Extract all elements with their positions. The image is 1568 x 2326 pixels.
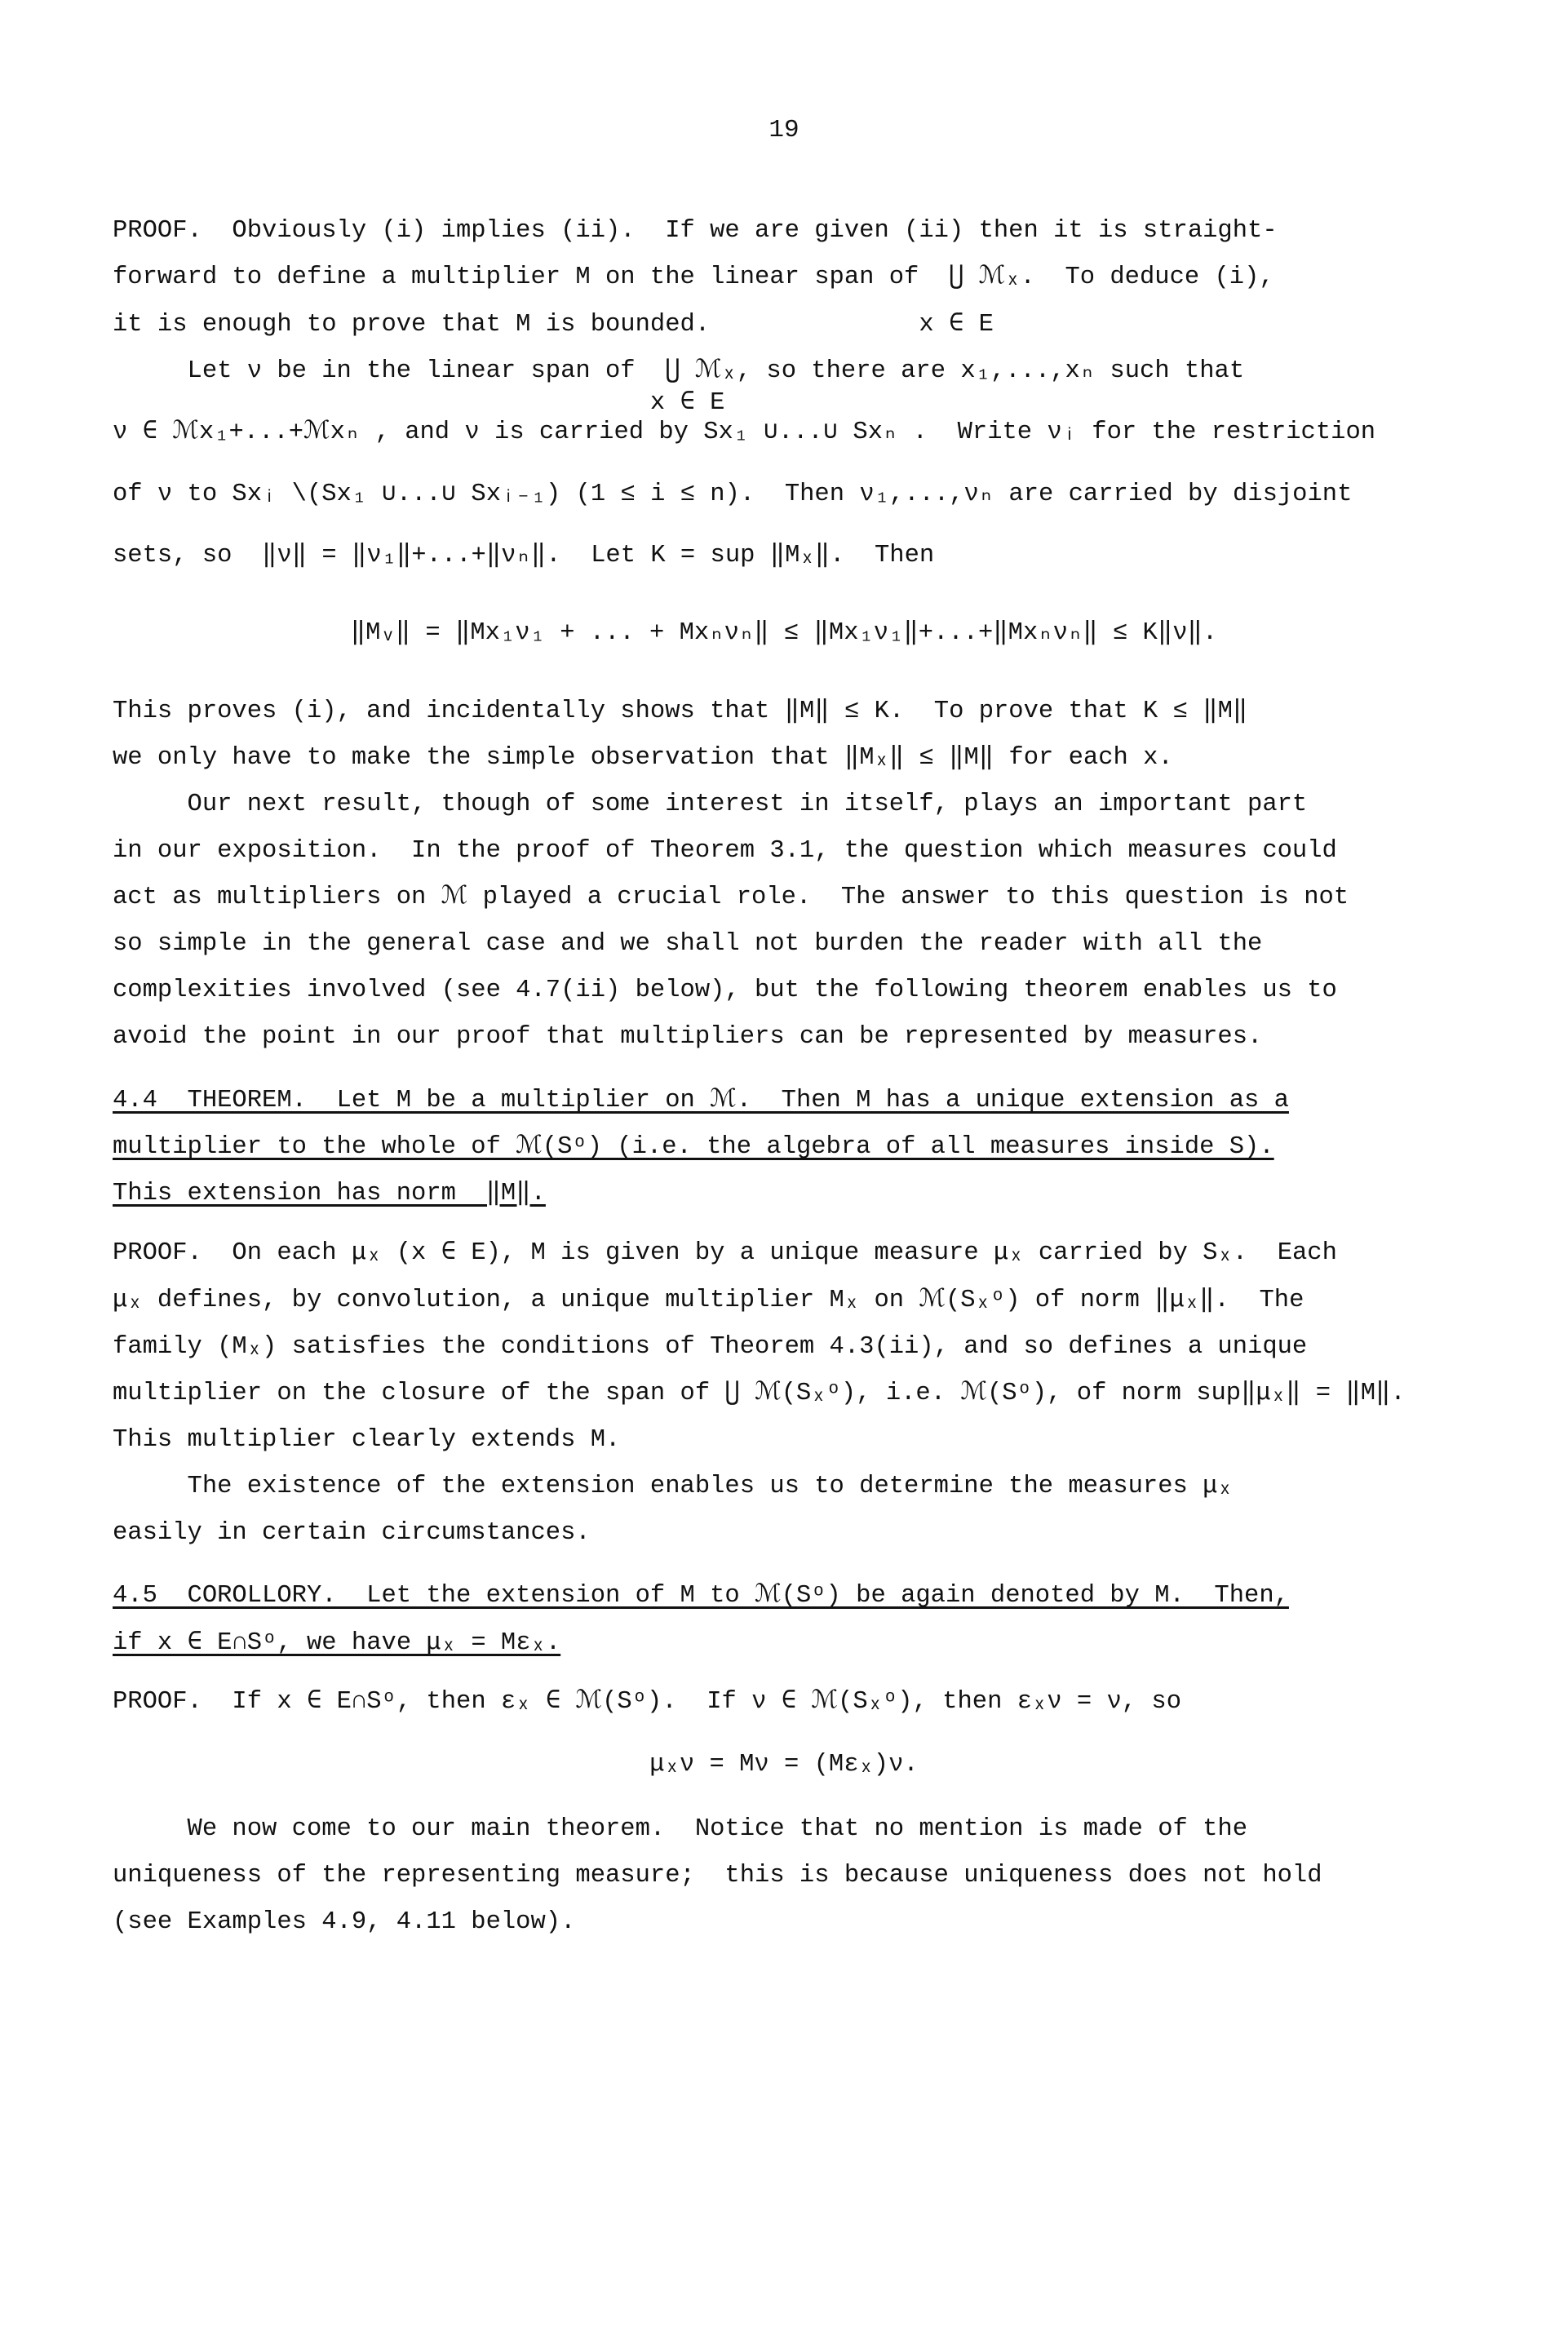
text-line-7: of ν to Sxᵢ \(Sx₁ ∪...∪ Sxᵢ₋₁) (1 ≤ i ≤ n). Then ν₁,...,νₙ are carried by disjoint	[113, 481, 1353, 508]
text-line-24: PROOF. If x ∈ E∩Sᵒ, then εₓ ∈ ℳ(Sᵒ). If ν ∈ ℳ(Sₓᵒ), then εₓν = ν, so	[113, 1688, 1182, 1716]
text-line-11: Our next result, though of some interest in itself, plays an important part	[113, 791, 1308, 818]
corollary-heading-line-2: if x ∈ E∩Sᵒ, we have μₓ = Mεₓ.	[113, 1629, 561, 1657]
text-line-5: x ∈ E	[113, 389, 725, 417]
theorem-heading-line-2: multiplier to the whole of ℳ(Sᵒ) (i.e. the algebra of all measures inside S).	[113, 1133, 1274, 1161]
theorem-heading-line-1: 4.4 THEOREM. Let M be a multiplier on ℳ. Then M has a unique extension as a	[113, 1087, 1289, 1114]
text-line-9: This proves (i), and incidentally shows that ‖M‖ ≤ K. To prove that K ≤ ‖M‖	[113, 698, 1248, 725]
text-line-14: so simple in the general case and we shall not burden the reader with all the	[113, 930, 1263, 958]
text-line-10: we only have to make the simple observation that ‖Mₓ‖ ≤ ‖M‖ for each x.	[113, 744, 1173, 772]
text-line-12: in our exposition. In the proof of Theorem 3.1, the question which measures could	[113, 837, 1337, 865]
text-line-4: Let ν be in the linear span of ⋃ ℳₓ, so there are x₁,...,xₙ such that	[113, 357, 1245, 385]
theorem-heading-line-3: This extension has norm ‖M‖.	[113, 1180, 546, 1207]
text-line-26: uniqueness of the representing measure; this is because uniqueness does not hold	[113, 1862, 1322, 1890]
text-line-22: The existence of the extension enables us to determine the measures μₓ	[113, 1473, 1233, 1500]
text-line-27: (see Examples 4.9, 4.11 below).	[113, 1908, 576, 1936]
text-line-15: complexities involved (see 4.7(ii) below), but the following theorem enables us to	[113, 977, 1337, 1004]
display-equation-1: ‖Mᵥ‖ = ‖Mx₁ν₁ + ... + Mxₙνₙ‖ ≤ ‖Mx₁ν₁‖+...+‖Mxₙνₙ‖ ≤ K‖ν‖.	[350, 619, 1218, 647]
text-line-1: PROOF. Obviously (i) implies (ii). If we are given (ii) then it is straight-	[113, 217, 1278, 245]
text-line-25: We now come to our main theorem. Notice that no mention is made of the	[113, 1815, 1248, 1843]
text-line-8: sets, so ‖ν‖ = ‖ν₁‖+...+‖νₙ‖. Let K = sup ‖Mₓ‖. Then	[113, 542, 935, 569]
text-line-2: forward to define a multiplier M on the linear span of ⋃ ℳₓ. To deduce (i),	[113, 264, 1274, 291]
text-line-3: it is enough to prove that M is bounded. x ∈ E	[113, 311, 994, 339]
text-line-16: avoid the point in our proof that multipliers can be represented by measures.	[113, 1023, 1263, 1051]
text-line-20: multiplier on the closure of the span of ⋃ ℳ(Sₓᵒ), i.e. ℳ(Sᵒ), of norm sup‖μₓ‖ = ‖M‖.	[113, 1380, 1406, 1407]
display-equation-2: μₓν = Mν = (Mεₓ)ν.	[649, 1751, 919, 1779]
text-line-23: easily in certain circumstances.	[113, 1519, 591, 1547]
page-number: 19	[768, 116, 800, 144]
text-line-17: PROOF. On each μₓ (x ∈ E), M is given by a unique measure μₓ carried by Sₓ. Each	[113, 1239, 1337, 1267]
corollary-heading-line-1: 4.5 COROLLORY. Let the extension of M to ℳ(Sᵒ) be again denoted by M. Then,	[113, 1582, 1289, 1610]
text-line-18: μₓ defines, by convolution, a unique multiplier Mₓ on ℳ(Sₓᵒ) of norm ‖μₓ‖. The	[113, 1287, 1304, 1314]
text-line-21: This multiplier clearly extends M.	[113, 1426, 621, 1454]
text-line-13: act as multipliers on ℳ played a crucial role. The answer to this question is not	[113, 884, 1349, 911]
text-line-19: family (Mₓ) satisfies the conditions of Theorem 4.3(ii), and so defines a unique	[113, 1333, 1308, 1361]
text-line-6: ν ∈ ℳx₁+...+ℳxₙ , and ν is carried by Sx₁ ∪...∪ Sxₙ . Write νᵢ for the restriction	[113, 419, 1376, 446]
